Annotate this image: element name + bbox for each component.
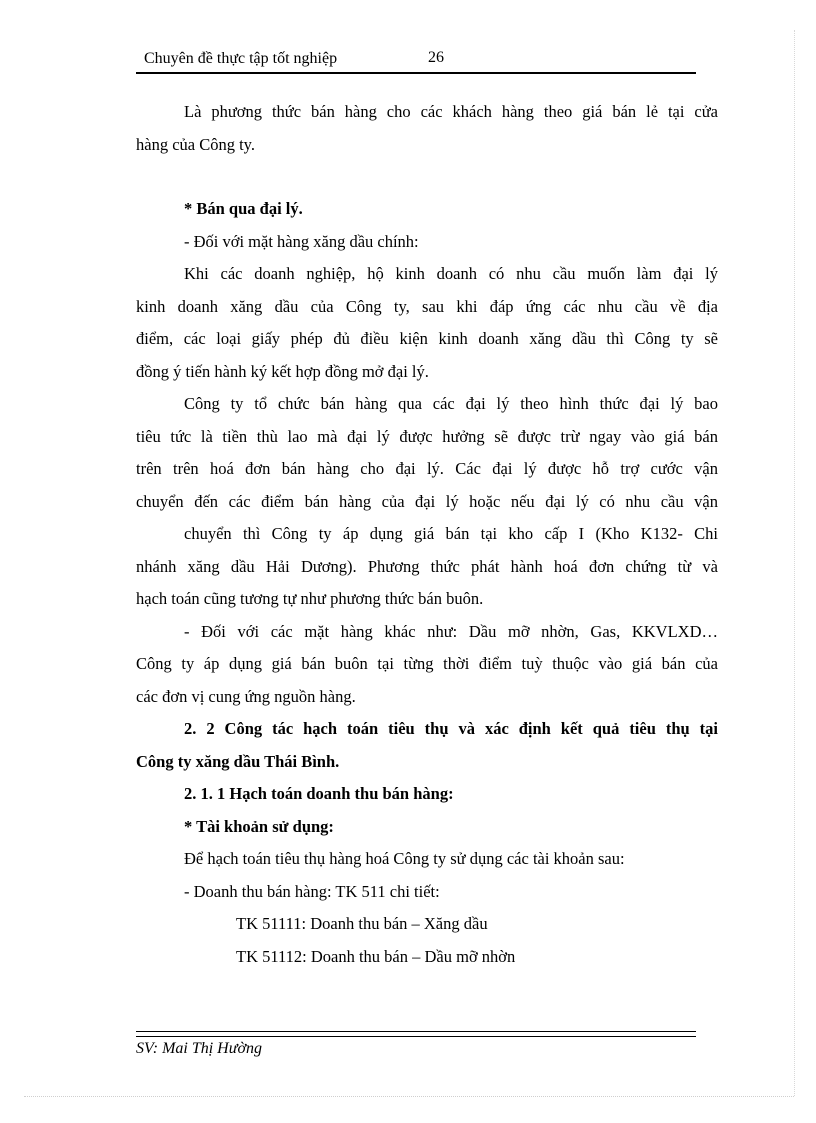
document-body bbox=[136, 96, 718, 973]
paragraph-agent-open bbox=[136, 258, 718, 388]
subsection-heading: 2. 1. 1 Hạch toán doanh thu bán hàng: bbox=[184, 784, 454, 803]
text-line: Khi các doanh nghiệp, hộ kinh doanh có nhu cầu muốn làm đại lý bbox=[184, 264, 718, 283]
account-item: TK 51112: Doanh thu bán – Dầu mỡ nhờn bbox=[236, 946, 516, 966]
text-line: chuyển thì Công ty áp dụng giá bán tại kho cấp I (Kho K132- Chi bbox=[184, 524, 718, 543]
text-line: điểm, các loại giấy phép đủ điều kiện kinh doanh xăng dầu thì Công ty sẽ bbox=[136, 329, 718, 348]
text-line: Công ty áp dụng giá bán buôn tại từng thời điểm tuỳ thuộc vào giá bán của bbox=[136, 654, 718, 673]
page-number: 26 bbox=[428, 49, 444, 66]
text-line: 2. 2 Công tác hạch toán tiêu thụ và xác định kết quả tiêu thụ tại bbox=[184, 719, 718, 738]
heading-accounts-used: * Tài khoản sử dụng: bbox=[184, 816, 334, 836]
paragraph-agent-organization bbox=[136, 388, 718, 518]
page-border-right bbox=[794, 30, 795, 1096]
footer-rule bbox=[136, 1031, 696, 1037]
paragraph-revenue-account: - Doanh thu bán hàng: TK 511 chi tiết: bbox=[184, 881, 440, 901]
header-title: Chuyên đề thực tập tốt nghiệp bbox=[144, 50, 338, 67]
account-item: TK 51111: Doanh thu bán – Xăng dầu bbox=[236, 914, 488, 933]
page-border-bottom bbox=[24, 1096, 794, 1097]
text-line: tiêu tức là tiền thù lao mà đại lý được hưởng sẽ được trừ ngay vào giá bán bbox=[136, 426, 718, 446]
text-line: - Đối với các mặt hàng khác như: Dầu mỡ nhờn, Gas, KKVLXD… bbox=[184, 621, 718, 641]
footer-student: SV: Mai Thị Hường bbox=[136, 1040, 262, 1057]
text-line: Công ty tổ chức bán hàng qua các đại lý theo hình thức đại lý bao bbox=[184, 394, 718, 413]
text-line: trên trên hoá đơn bán hàng cho đại lý. Các đại lý được hỗ trợ cước vận bbox=[136, 459, 718, 478]
paragraph-transport bbox=[136, 518, 718, 616]
paragraph-oil-main: - Đối với mặt hàng xăng dầu chính: bbox=[184, 231, 419, 251]
page-header bbox=[136, 46, 696, 74]
heading-agent-sales: * Bán qua đại lý. bbox=[184, 199, 303, 218]
text-line: kinh doanh xăng dầu của Công ty, sau khi đáp ứng các nhu cầu về địa bbox=[136, 296, 718, 316]
text-line: chuyển đến các điểm bán hàng của đại lý hoặc nếu đại lý có nhu cầu vận bbox=[136, 491, 718, 511]
text-line: hàng của Công ty. bbox=[136, 134, 255, 154]
text-line: các đơn vị cung ứng nguồn hàng. bbox=[136, 686, 356, 706]
paragraph-retail bbox=[136, 96, 718, 161]
paragraph-accounts-intro: Để hạch toán tiêu thụ hàng hoá Công ty sử dụng các tài khoản sau: bbox=[184, 849, 625, 868]
text-line: Là phương thức bán hàng cho các khách hàng theo giá bán lẻ tại cửa bbox=[184, 102, 718, 121]
text-line: nhánh xăng dầu Hải Dương). Phương thức phát hành hoá đơn chứng từ và bbox=[136, 556, 718, 576]
text-line: Công ty xăng dầu Thái Bình. bbox=[136, 751, 340, 771]
section-heading bbox=[136, 713, 718, 778]
paragraph-other-goods bbox=[136, 616, 718, 714]
text-line: hạch toán cũng tương tự như phương thức bán buôn. bbox=[136, 589, 484, 608]
text-line: đồng ý tiến hành ký kết hợp đồng mở đại lý. bbox=[136, 361, 429, 381]
